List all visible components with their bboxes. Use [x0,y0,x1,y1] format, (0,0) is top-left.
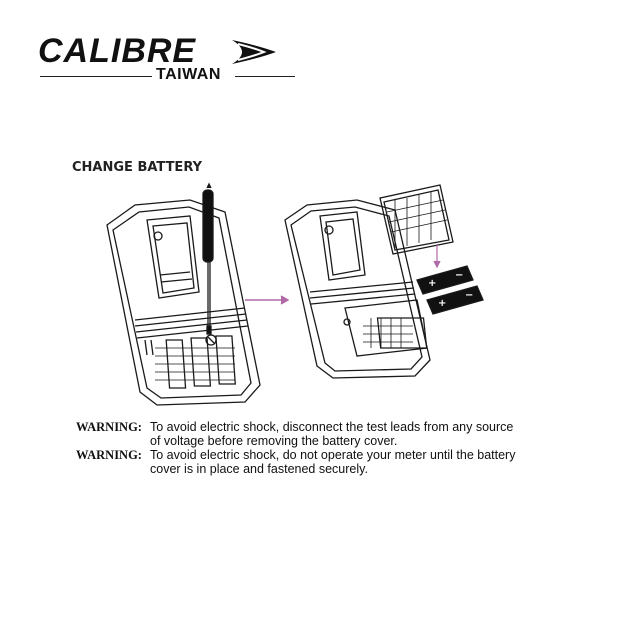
logo-rule-right [235,76,295,77]
brand-sub: TAIWAN [156,66,221,83]
warning-text [150,448,515,476]
warning-line: of voltage before removing the battery cover. [150,434,398,448]
warning-line: To avoid electric shock, disconnect the test leads from any source [150,420,514,434]
meter-left-drawing [107,200,260,405]
warning-label: WARNING: [76,420,142,434]
battery-2-plus: + [438,298,447,309]
warning-label: WARNING: [76,448,142,462]
cover-arrow [434,244,440,267]
battery-2-minus: − [465,290,474,301]
warning-line: To avoid electric shock, do not operate your meter until the battery [150,448,516,462]
warning-item [76,448,576,476]
brand-logo [30,28,280,88]
warning-line: cover is in place and fastened securely. [150,462,368,476]
battery-cover-drawing [380,185,453,254]
logo-rule-left [40,76,152,77]
swoosh-icon [230,36,280,66]
warning-item [76,420,576,448]
brand-name: CALIBRE [38,32,197,70]
battery-change-illustration [95,180,515,410]
battery-1-minus: − [455,270,464,281]
warning-text [150,420,513,448]
transition-arrow [245,296,288,304]
battery-1-plus: + [428,278,437,289]
section-title: CHANGE BATTERY [72,160,203,175]
meter-right-drawing [285,200,430,378]
warnings-block [76,420,576,476]
